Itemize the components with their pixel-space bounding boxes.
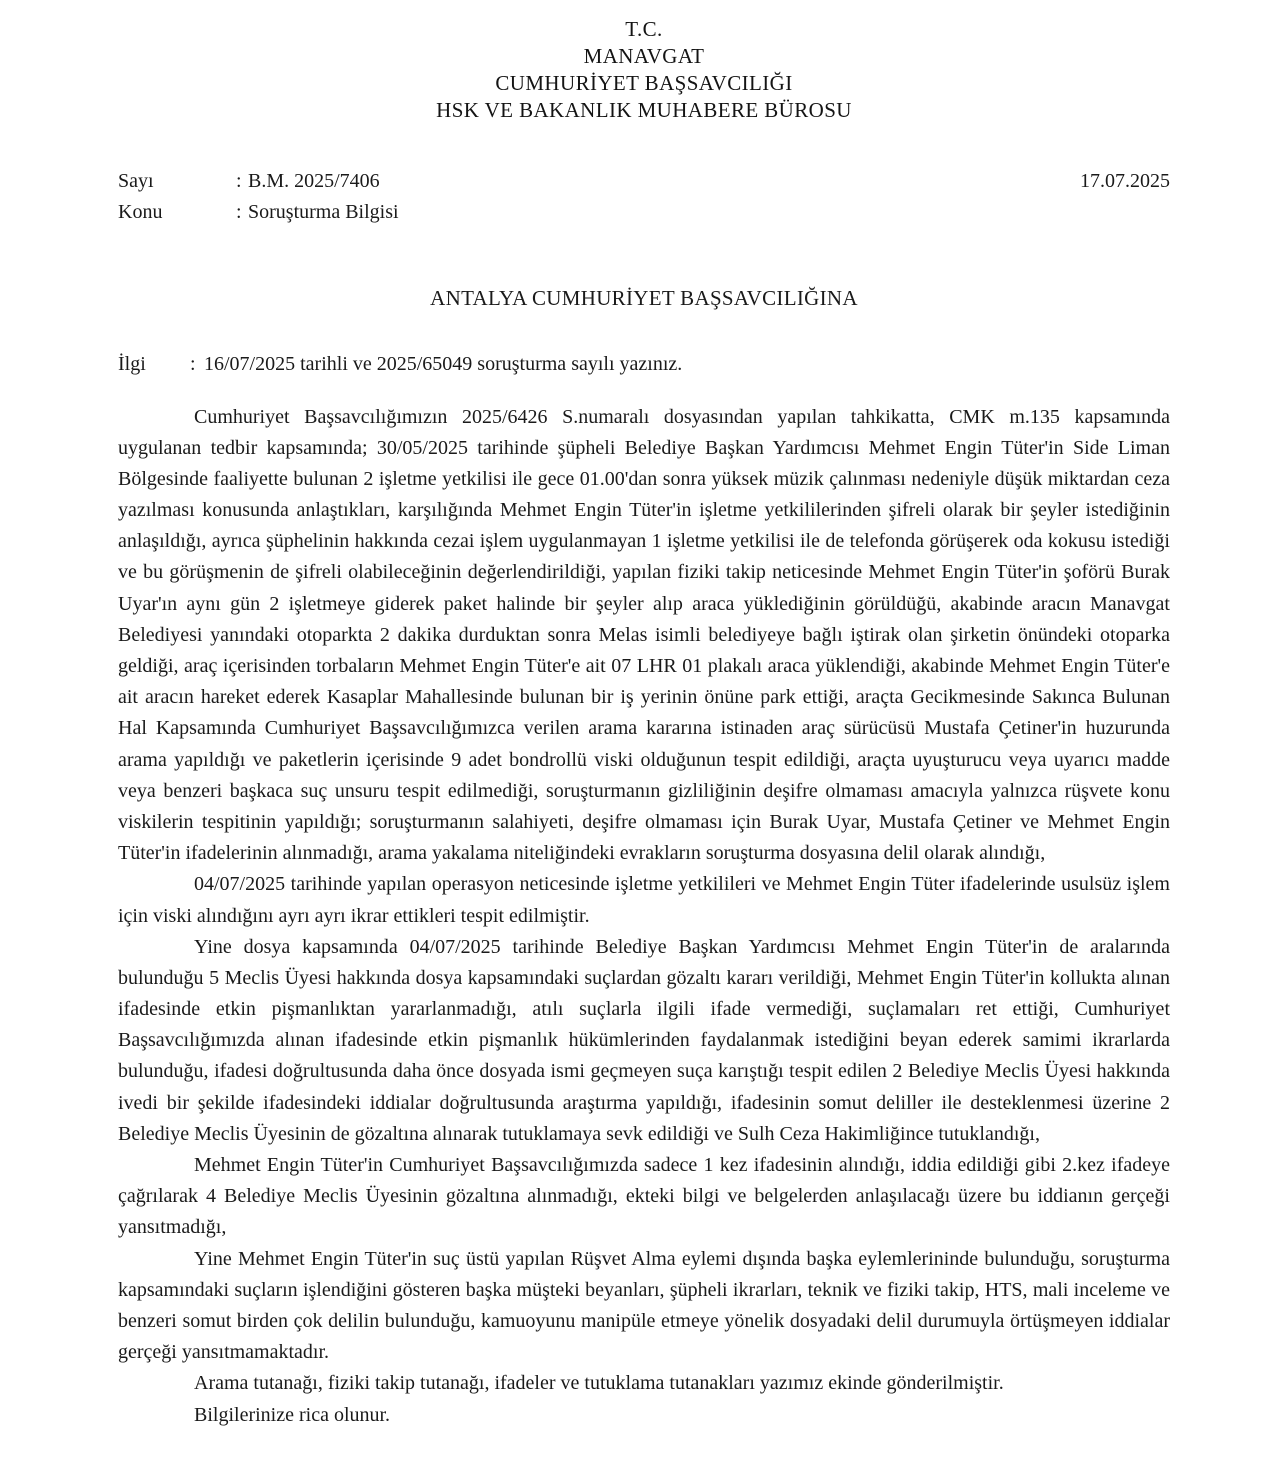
body-paragraph-7: Bilgilerinize rica olunur. — [194, 1403, 391, 1426]
konu-value: Soruşturma Bilgisi — [248, 200, 399, 223]
body-paragraph-5: Yine Mehmet Engin Tüter'in suç üstü yapılan Rüşvet Alma eylemi dışında başka eylemlerininde bulunduğu, soruşturma kapsamındaki suçların işlendiğini gösteren başka müşteki beyanları, şüpheli ikrarları, teknik ve fiziki takip, HTS, mali inceleme ve benzeri somut birden çok delilin bulunduğu, kamuoyunu manipüle etmeye yönelik dosyadaki delil durumuyla örtüşmeyen iddialar gerçeği yansıtmamaktadır. — [118, 1247, 1170, 1364]
sayi-label: Sayı — [118, 169, 154, 192]
body-paragraph-3: Yine dosya kapsamında 04/07/2025 tarihinde Belediye Başkan Yardımcısı Mehmet Engin Tüter'in de aralarında bulunduğu 5 Meclis Üyesi hakkında dosya kapsamındaki suçlardan gözaltı kararı verildiği, Mehmet Engin Tüter'in kollukta alınan ifadesinde etkin pişmanlıktan yararlanmadığı, atılı suçlarla ilgili ifade vermediği, suçlamaları ret ettiği, Cumhuriyet Başsavcılığımızda alınan ifadesinde etkin pişmanlık hükümlerinden faydalanmak istediğini beyan ederek samimi ikrarlarda bulunduğu, ifadesi doğrultusunda daha önce dosyada ismi geçmeyen suça karıştığı tespit edilen 2 Belediye Meclis Üyesi hakkında ivedi bir şekilde ifadesindeki iddialar doğrultusunda araştırma yapıldığı, ifadesinin somut deliller ile desteklenmesi üzerine 2 Belediye Meclis Üyesinin de gözaltına alınarak tutuklamaya sevk edildiği ve Sulh Ceza Hakimliğince tutuklandığı, — [118, 935, 1170, 1145]
document-meta — [118, 166, 1170, 228]
sayi-colon: : — [236, 169, 242, 192]
reference-colon: : — [190, 352, 196, 375]
letterhead-line-bureau: HSK VE BAKANLIK MUHABERE BÜROSU — [436, 97, 852, 122]
konu-colon: : — [236, 200, 242, 223]
letterhead-line-tc: T.C. — [625, 17, 663, 41]
document-body — [118, 402, 1170, 1431]
body-paragraph-2: 04/07/2025 tarihinde yapılan operasyon neticesinde işletme yetkilileri ve Mehmet Engin Tüter ifadelerinde usulsüz işlem için viski alındığını ayrı ayrı ikrar ettikleri tespit edilmiştir. — [118, 873, 1170, 927]
meta-row-konu — [118, 197, 1170, 228]
konu-label: Konu — [118, 200, 163, 223]
body-paragraph-1: Cumhuriyet Başsavcılığımızın 2025/6426 S.numaralı dosyasından yapılan tahkikatta, CMK m.135 kapsamında uygulanan tedbir kapsamında; 30/05/2025 tarihinde şüpheli Belediye Başkan Yardımcısı Mehmet Engin Tüter'in Side Liman Bölgesinde faaliyette bulunan 2 işletme yetkilisi ile gece 01.00'dan sonra yüksek müzik çalınması nedeniyle düşük miktardan ceza yazılması konusunda anlaştıkları, karşılığında Mehmet Engin Tüter'in işletme yetkililerinden şifreli olarak bir şeyler istediğinin anlaşıldığı, ayrıca şüphelinin hakkında cezai işlem uygulanmayan 1 işletme yetkilisi ile de telefonda görüşerek oda kokusu istediği ve bu görüşmenin de şifreli olabileceğinin değerlendirildiği, yapılan fiziki takip neticesinde Mehmet Engin Tüter'in şoförü Burak Uyar'ın aynı gün 2 işletmeye giderek paket halinde bir şeyler alıp araca yüklediğinin görüldüğü, akabinde aracın Manavgat Belediyesi yanındaki otoparkta 2 dakika durduktan sonra Melas isimli belediyeye bağlı iştirak olan şirketin önündeki otoparka geldiği, araç içerisinden torbaların Mehmet Engin Tüter'e ait 07 LHR 01 plakalı araca yüklendiği, akabinde Mehmet Engin Tüter'e ait aracın hareket ederek Kasaplar Mahallesinde bulunan bir iş yerinin önüne park ettiği, araçta Gecikmesinde Sakınca Bulunan Hal Kapsamında Cumhuriyet Başsavcılığımızca verilen arama kararına istinaden araç sürücüsü Mustafa Çetiner'in huzurunda arama yapıldığı ve paketlerin içerisinde 9 adet bondrollü viski olduğunun tespit edildiği, araçta uyuşturucu veya uyarıcı madde veya benzeri başkaca suç unsuru tespit edilmediği, soruşturmanın gizliliğinin deşifre olmaması amacıyla yalnızca rüşvete konu viskilerin tespitinin yapıldığı; soruşturmanın salahiyeti, deşifre olmaması için Burak Uyar, Mustafa Çetiner ve Mehmet Engin Tüter'in ifadelerinin alınmadığı, arama yakalama niteliğindeki evrakların soruşturma dosyasına delil olarak alındığı, — [118, 405, 1170, 865]
body-paragraph-4: Mehmet Engin Tüter'in Cumhuriyet Başsavcılığımızda sadece 1 kez ifadesinin alındığı, iddia edildiği gibi 2.kez ifadeye çağrılarak 4 Belediye Meclis Üyesinin gözaltına alınmadığı, ekteki bilgi ve belgelerden anlaşılacağı üzere bu iddianın gerçeği yansıtmadığı, — [118, 1154, 1170, 1239]
body-paragraph-6: Arama tutanağı, fiziki takip tutanağı, ifadeler ve tutuklama tutanakları yazımız ekinde gönderilmiştir. — [194, 1372, 1004, 1395]
meta-row-sayi — [118, 166, 1170, 197]
reference-label: İlgi — [118, 352, 146, 375]
document-date: 17.07.2025 — [1080, 169, 1170, 192]
addressee-line: ANTALYA CUMHURİYET BAŞSAVCILIĞINA — [430, 285, 858, 310]
letterhead-line-office: CUMHURİYET BAŞSAVCILIĞI — [495, 70, 793, 95]
sayi-value: B.M. 2025/7406 — [248, 169, 380, 192]
reference-line — [118, 353, 1170, 376]
letterhead — [118, 16, 1170, 124]
letterhead-line-city: MANAVGAT — [583, 43, 705, 68]
reference-text: 16/07/2025 tarihli ve 2025/65049 soruşturma sayılı yazınız. — [204, 352, 683, 375]
